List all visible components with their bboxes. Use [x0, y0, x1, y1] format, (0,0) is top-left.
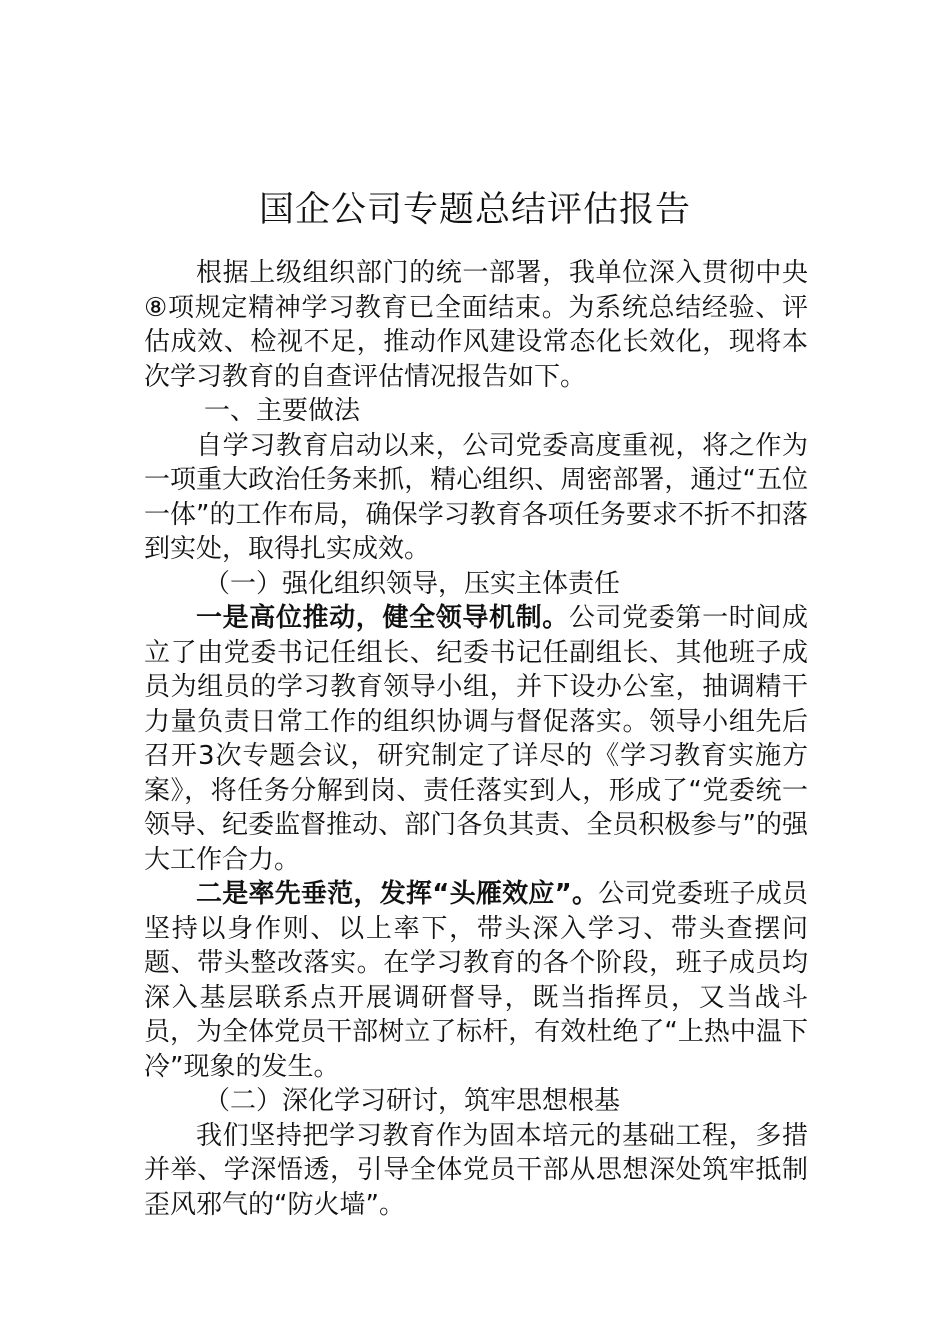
subsection-heading-organization: （一）强化组织领导，压实主体责任	[204, 568, 621, 599]
subsection-paragraph: 我们坚持把学习教育作为固本培元的基础工程，多措并举、学深悟透，引导全体党员干部从思想深处筑牢抵制歪风邪气的“防火墙”。	[144, 1120, 808, 1220]
point-lead-text: 一是高位推动，健全领导机制。	[196, 603, 569, 633]
point-body-text: 公司党委第一时间成立了由党委书记任组长、纪委书记任副组长、其他班子成员为组员的学习教育领导小组，并下设办公室，抽调精干力量负责日常工作的组织协调与督促落实。领导小组先后召开3次专题会议，研究制定了详尽的《学习教育实施方案》，将任务分解到岗、责任落实到人，形成了“党委统一领导、纪委监督推动、部门各负其责、全员积极参与”的强大工作合力。	[144, 603, 808, 875]
section-heading-main-practices: 一、主要做法	[204, 396, 361, 426]
point-body-text: 公司党委班子成员坚持以身作则、以上率下，带头深入学习、带头查摆问题、带头整改落实。在学习教育的各个阶段，班子成员均深入基层联系点开展调研督导，既当指挥员，又当战斗员，为全体党员干部树立了标杆，有效杜绝了“上热中温下冷”现象的发生。	[144, 879, 808, 1082]
intro-paragraph: 根据上级组织部门的统一部署，我单位深入贯彻中央⑧项规定精神学习教育已全面结束。为系统总结经验、评估成效、检视不足，推动作风建设常态化长效化，现将本次学习教育的自查评估情况报告如下。	[144, 258, 808, 392]
subsection-heading-study: （二）深化学习研讨，筑牢思想根基	[204, 1086, 621, 1116]
point-paragraph-leadership	[144, 601, 808, 877]
section-paragraph: 自学习教育启动以来，公司党委高度重视，将之作为一项重大政治任务来抓，精心组织、周密部署，通过“五位一体”的工作布局，确保学习教育各项任务要求不折不扣落到实处，取得扎实成效。	[144, 430, 808, 564]
point-lead-text: 二是率先垂范，发挥“头雁效应”。	[196, 879, 599, 909]
document-body	[144, 256, 808, 1222]
point-paragraph-example	[144, 877, 808, 1084]
document-title: 国企公司专题总结评估报告	[258, 190, 691, 231]
